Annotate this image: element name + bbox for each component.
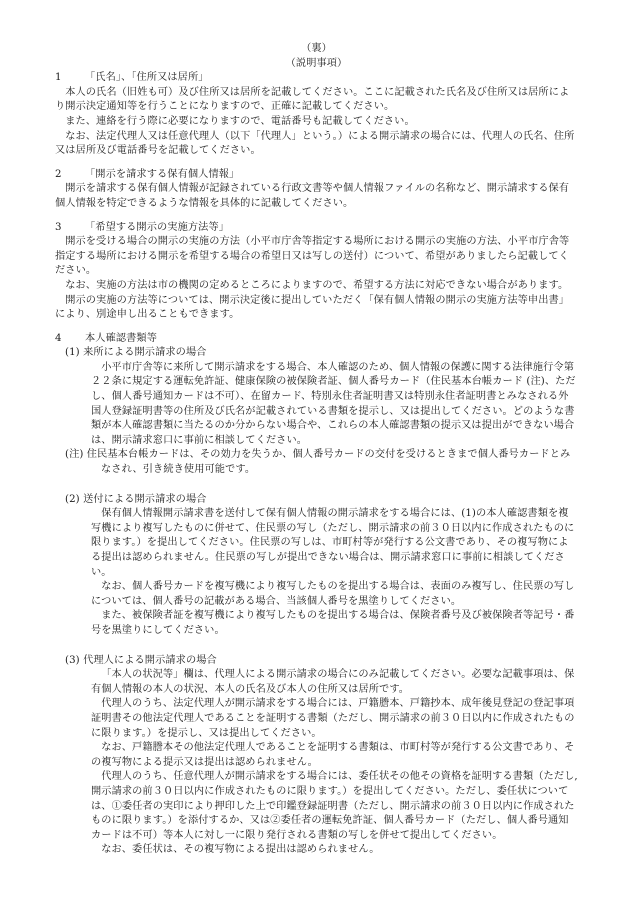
section-4-title: 本人確認書類等 [85, 332, 158, 344]
section-3-paragraph: 開示の実施の方法等については、開示決定後に提出していただく「保有個人情報の開示の実施方法等申出書」により、別途申し出ることもできます。 [55, 294, 570, 321]
subsection-3-paragraph: 代理人のうち、法定代理人が開示請求をする場合には、戸籍謄本、戸籍抄本、成年後見登記の登記事項証明書その他法定代理人であることを証明する書類（ただし、開示請求の前３０日以内に作成されたものに限ります。）を提示し、又は提出してください。 [91, 698, 575, 739]
subsection-2-title: (2) 送付による開示請求の場合 [65, 493, 207, 505]
section-1 [55, 71, 578, 159]
section-4 [55, 332, 578, 858]
section-4-heading [55, 332, 578, 347]
subsection-3-paragraph: 代理人のうち、任意代理人が開示請求をする場合には、委任状その他その資格を証明する書類（ただし,開示請求の前３０日以内に作成されたものに限ります。）を提出してください。ただし、委任状については、①委任者の実印により押印した上で印鑑登録証明書（ただし、開示請求の前３０日以内に作成されたものに限ります。）を添付するか、又は②委任者の運転免許証、個人番号カード（ただし、個人番号通知カードは不可）等本人に対し一に限り発行される書類の写しを併せて提出してください。 [91, 771, 578, 841]
section-2-heading [55, 168, 578, 183]
subsection-1-paragraph: 小平市庁舎等に来所して開示請求をする場合、本人確認のため、個人情報の保護に関する法律施行令第２２条に規定する運転免許証、健康保険の被保険者証、個人番号カード（住民基本台帳カード (注)、ただし、個人番号通知カードは不可）、在留カード、特別永住者証明書又は特別永住者証明書とみなされる外国人登録証明書等の住所及び氏名が記載されている書類を提示し、又は提出してください。どのような書類が本人確認書類に当たるのか分からない場合や、これらの本人確認書類の提示又は提出ができない場合は、開示請求窓口に事前に相談してください。 [91, 361, 576, 446]
section-3-title: 「希望する開示の実施方法等」 [85, 221, 230, 233]
section-1-paragraph: また、連絡を行う際に必要になりますので、電話番号も記載してください。 [65, 115, 415, 127]
section-3-number: 3 [55, 221, 62, 233]
page-side-label: （裏） [301, 43, 332, 54]
section-2 [55, 168, 578, 212]
subsection-2-paragraph: なお、個人番号カードを複写機により複写したものを提出する場合は、表面のみ複写し、住民票の写しについては、個人番号の記載がある場合、当該個人番号を黒塗りしてください。 [91, 581, 575, 607]
section-3-heading [55, 221, 578, 236]
section-3-paragraph: 開示を受ける場合の開示の実施の方法（小平市庁舎等指定する場所における開示の実施の方法、小平市庁舎等指定する場所における開示を希望する場合の希望日又は写しの送付）について、希望がありましたら記載してください。 [55, 236, 570, 277]
section-4-number: 4 [55, 332, 62, 344]
section-1-number: 1 [55, 72, 62, 84]
subsection-1-body [55, 361, 578, 449]
subsection-1-title: (1) 来所による開示請求の場合 [65, 347, 207, 359]
section-3-paragraph: なお、実施の方法は市の機関の定めるところによりますので、希望する方法に対応できない場合があります。 [65, 279, 569, 291]
section-1-heading [55, 71, 578, 86]
subsection-2-paragraph: また、被保険者証を複写機により複写したものを提出する場合は、保険者番号及び被保険者等記号・番号を黒塗りにしてください。 [91, 610, 575, 636]
subsection-1-note: (注) 住民基本台帳カードは、その効力を失うか、個人番号カードの交付を受けるときまで個人番号カードとみなされ、引き続き使用可能です。 [65, 449, 571, 476]
section-1-paragraph: なお、法定代理人又は任意代理人（以下「代理人」という。）による開示請求の場合には、代理人の氏名、住所又は居所及び電話番号を記載してください。 [55, 130, 575, 157]
section-2-title: 「開示を請求する保有個人情報」 [85, 168, 240, 180]
page-subtitle: （説明事項） [285, 57, 348, 69]
section-2-paragraph: 開示を請求する保有個人情報が記録されている行政文書等や個人情報ファイルの名称など、開示請求する保有個人情報を特定できるような情報を具体的に記載してください。 [55, 183, 570, 209]
section-1-paragraph: 本人の氏名（旧姓も可）及び住所又は居所を記載してください。ここに記載された氏名及び住所又は居所により開示決定通知等を行うことになりますので、正確に記載してください。 [55, 86, 570, 113]
subsection-3-body [55, 668, 578, 858]
section-2-number: 2 [55, 168, 62, 180]
subsection-3-paragraph: 「本人の状況等」欄は、代理人による開示請求の場合にのみ記載してください。必要な記載事項は、保有個人情報の本人の状況、本人の氏名及び本人の住所又は居所です。 [91, 669, 575, 695]
subsection-3-paragraph: なお、委任状は、その複写物による提出は認められません。 [101, 844, 380, 856]
subsection-2-body [55, 507, 578, 638]
section-3 [55, 221, 578, 323]
subsection-3-paragraph: なお、戸籍謄本その他法定代理人であることを証明する書類は、市町村等が発行する公文書であり、その複写物による提示又は提出は認められません。 [91, 742, 575, 768]
subsection-3-title: (3) 代理人による開示請求の場合 [65, 654, 217, 666]
section-1-title: 「氏名」、「住所又は居所」 [85, 72, 209, 84]
subsection-2-paragraph: 保有個人情報開示請求書を送付して保有個人情報の開示請求をする場合には、(1)の本人確認書類を複写機により複写したものに併せて、住民票の写し（ただし、開示請求の前３０日以内に作成されたものに限ります。）を提出してください。住民票の写しは、市町村等が発行する公文書であり、その複写物による提出は認められません。住民票の写しが提出できない場合は、開示請求窓口に事前に相談してください。 [91, 508, 575, 578]
